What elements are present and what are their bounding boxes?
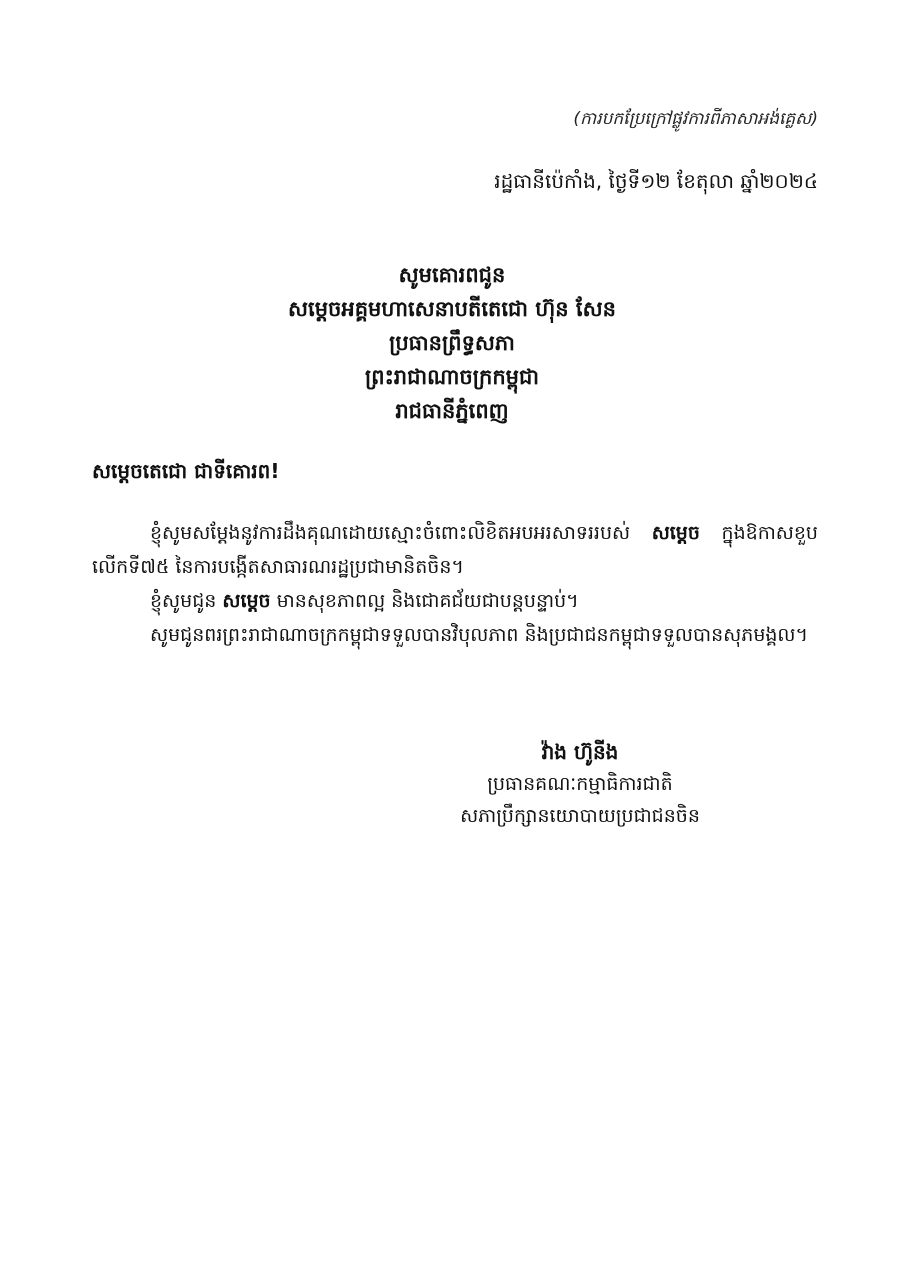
p2-emphasis: សម្តេច (222, 590, 271, 612)
body-paragraph-3: សូមជូនពរព្រះរាជាណាចក្រកម្ពុជាទទួលបានវិបុលភាព និងប្រជាជនកម្ពុជាទទួលបានសុភមង្គល។ (150, 624, 809, 646)
signatory-title-2: សភាប្រឹក្សានយោបាយប្រជាជនចិន (460, 805, 700, 827)
signatory-name: វ៉ាង ហ៊ូនីង (541, 740, 619, 764)
addressee-line-1: សូមគោរពជូន (398, 263, 506, 287)
p1-text-b: ក្នុងឱកាសខួបលើកទី៧៥ នៃការបង្កើតសាធារណរដ្ឋប្រជាមានិតចិន។ (92, 522, 818, 578)
p1-text-a: ខ្ញុំសូមសម្តែងនូវការដឹងគុណដោយស្មោះចំពោះលិខិតអបអរសាទររបស់ (150, 522, 652, 544)
signature-block (380, 736, 780, 832)
addressee-block (0, 258, 904, 428)
translation-note: (ការបកប្រែក្រៅផ្លូវការពីភាសាអង់គ្លេស) (573, 109, 818, 129)
p1-emphasis: សម្តេច (651, 522, 700, 544)
body-paragraph-1 (92, 516, 818, 584)
date-line: រដ្ឋធានីប៉េកាំង, ថ្ងៃទី១២ ខែតុលា ឆ្នាំ២០២៤ (494, 169, 818, 193)
signatory-title-1: ប្រធានគណៈកម្មាធិការជាតិ (487, 773, 673, 795)
addressee-line-3: ប្រធានព្រឹទ្ធសភា (389, 331, 515, 355)
p2-text-b: មានសុខភាពល្អ និងជោគជ័យជាបន្តបន្ទាប់។ (270, 590, 579, 612)
addressee-line-4: ព្រះរាជាណាចក្រកម្ពុជា (364, 365, 539, 389)
p2-text-a: ខ្ញុំសូមជូន (150, 590, 223, 612)
addressee-line-2: សម្តេចអគ្គមហាសេនាបតីតេជោ ហ៊ុន សែន (288, 297, 616, 321)
body-paragraph-2 (92, 584, 818, 618)
addressee-line-5: រាជធានីភ្នំពេញ (395, 399, 509, 423)
salutation: សម្តេចតេជោ ជាទីគោរព! (92, 459, 280, 483)
